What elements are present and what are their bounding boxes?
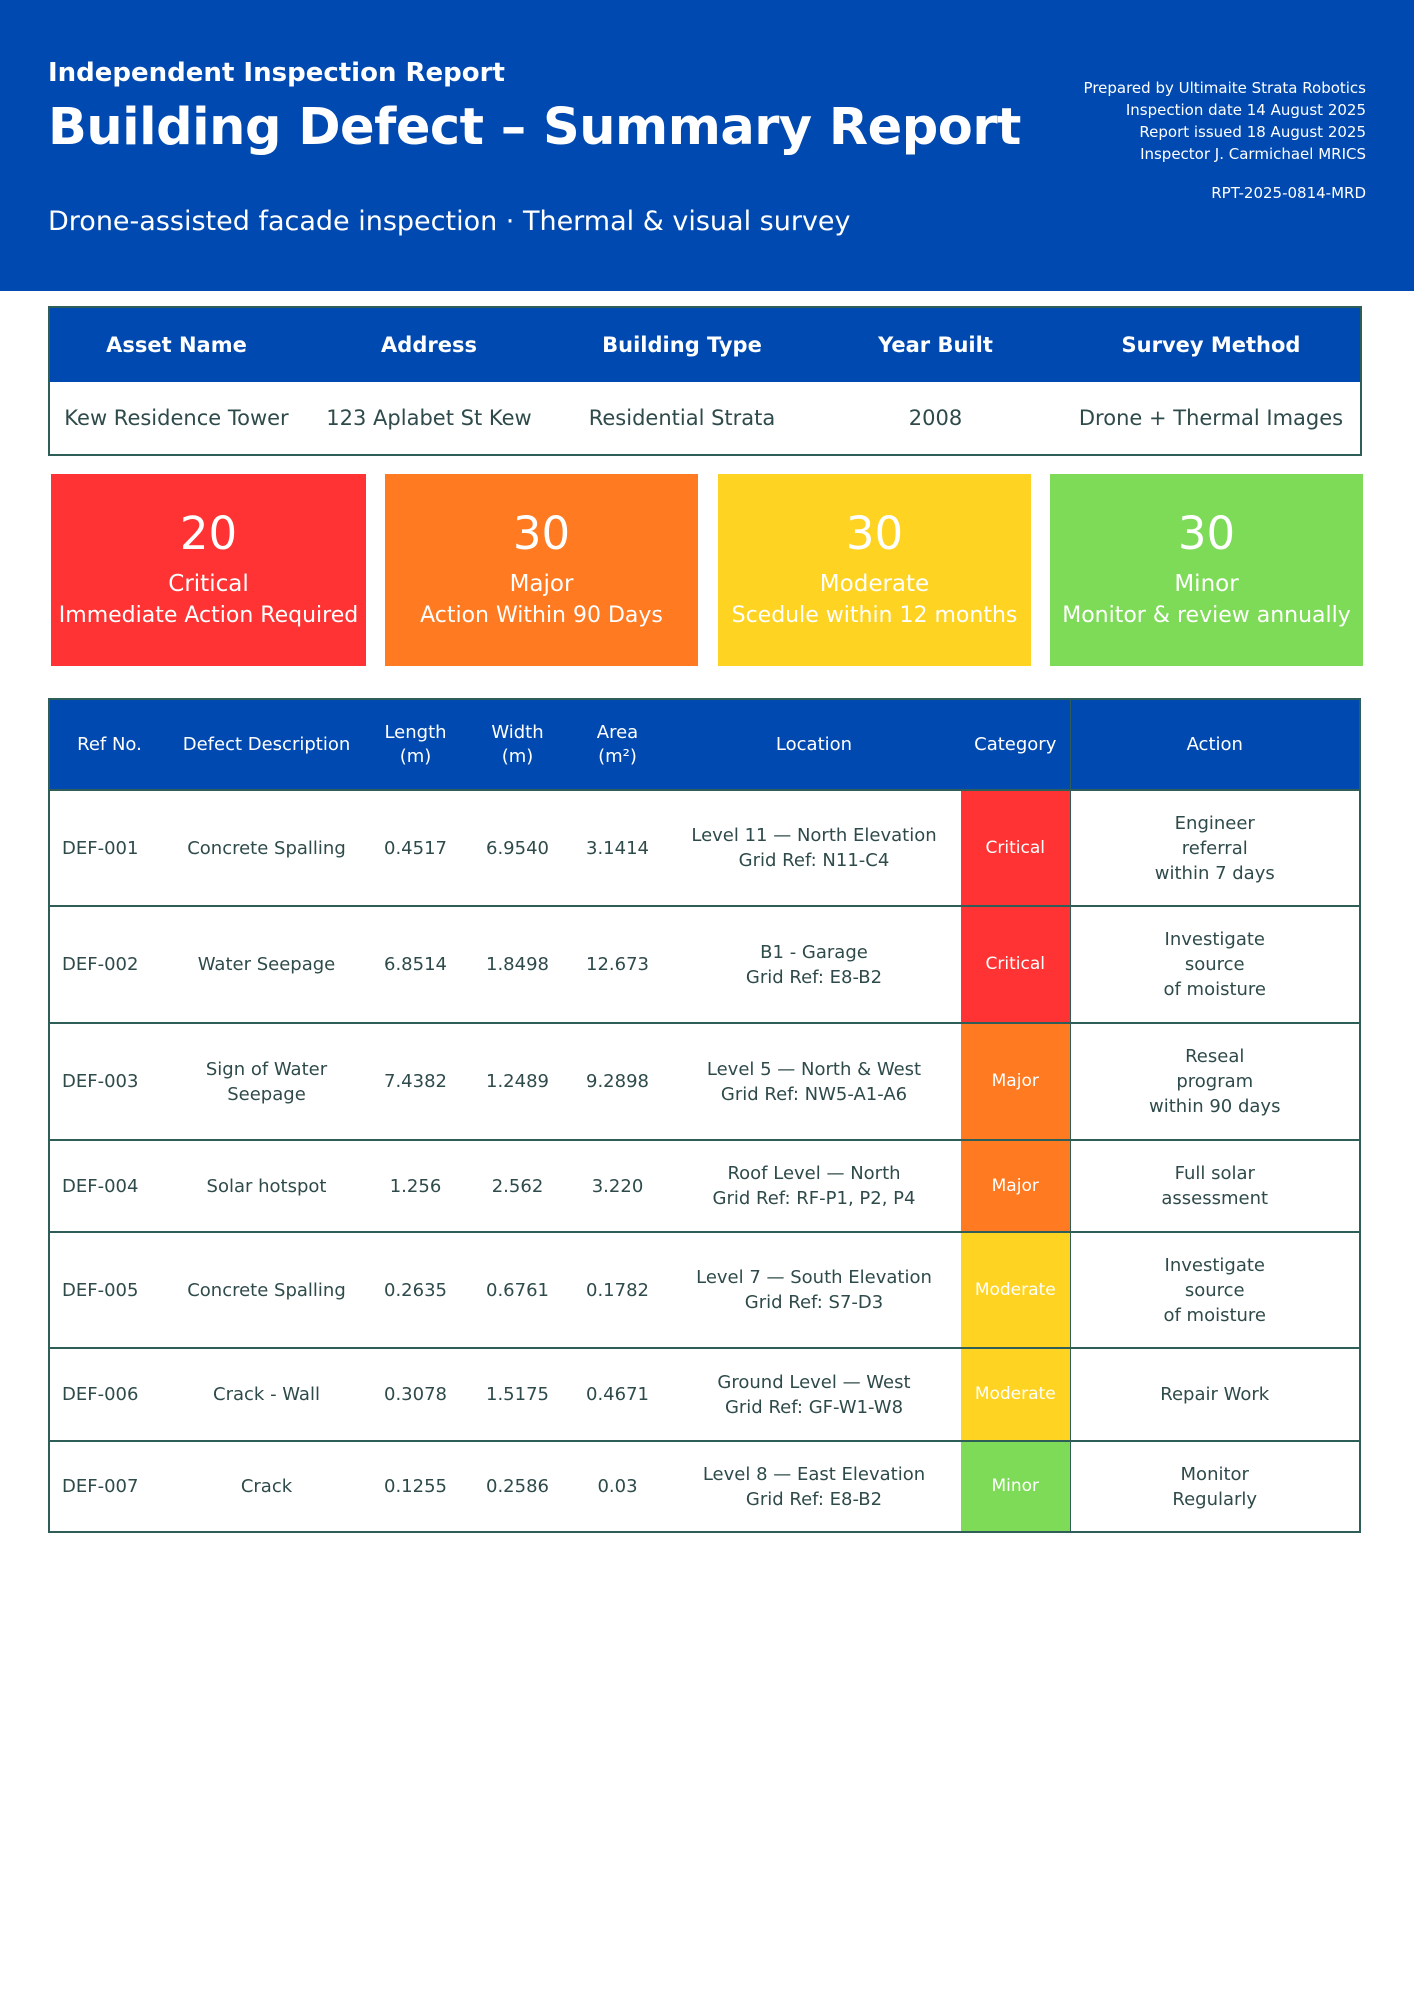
length-header <box>364 700 467 790</box>
survey-method-header: Survey Method <box>1121 333 1301 357</box>
action-line: source <box>1184 1279 1245 1301</box>
defect-location <box>667 906 961 1023</box>
action-header: Action <box>1070 700 1359 790</box>
moderate-label: Moderate <box>819 571 930 597</box>
defect-location <box>667 1140 961 1232</box>
table-row <box>50 1441 1359 1531</box>
defect-ref: DEF-003 <box>50 1023 169 1140</box>
report-subtitle: Drone-assisted facade inspection · Thermal & visual survey <box>48 206 851 237</box>
category-header: Category <box>961 700 1070 790</box>
asset-name-value: Kew Residence Tower <box>64 406 289 430</box>
location-line: Level 11 — North Elevation <box>691 825 937 846</box>
location-line: Level 8 — East Elevation <box>702 1463 926 1485</box>
table-row <box>50 906 1359 1023</box>
moderate-description: Scedule within 12 months <box>731 603 1018 628</box>
defect-ref: DEF-002 <box>50 906 169 1023</box>
defect-category: Moderate <box>961 1348 1070 1441</box>
year-built-header: Year Built <box>878 333 993 357</box>
defect-length: 0.2635 <box>364 1232 467 1348</box>
asset-value-row <box>50 382 1360 454</box>
action-line: Monitor <box>1180 1463 1249 1485</box>
defect-description: Water Seepage <box>169 906 364 1023</box>
inspection-date: Inspection date 14 August 2025 <box>1125 101 1366 119</box>
grid-ref-line: Grid Ref: E8-B2 <box>745 1488 883 1510</box>
location-line: Level 5 — North & West <box>706 1058 922 1080</box>
critical-label: Critical <box>168 571 249 597</box>
defect-action <box>1070 906 1359 1023</box>
action-line: referral <box>1181 837 1248 859</box>
defect-area: 3.1414 <box>568 790 667 906</box>
defect-width: 1.2489 <box>467 1023 568 1140</box>
action-line: of moisture <box>1163 979 1267 1000</box>
action-line: program <box>1176 1071 1254 1092</box>
minor-label: Minor <box>1174 571 1239 597</box>
area-header <box>568 700 667 790</box>
address-header: Address <box>381 333 477 357</box>
defects-header-row <box>50 700 1359 790</box>
grid-ref-line: Grid Ref: GF-W1-W8 <box>724 1396 904 1418</box>
defect-action <box>1070 1023 1359 1140</box>
building-type-header: Building Type <box>602 333 762 357</box>
defect-length: 0.4517 <box>364 790 467 906</box>
building-type-value: Residential Strata <box>588 406 776 430</box>
defect-description: Sign of Water Seepage <box>169 1023 364 1140</box>
moderate-card <box>718 474 1031 666</box>
grid-ref-line: Grid Ref: E8-B2 <box>745 966 883 988</box>
defect-area: 0.03 <box>568 1441 667 1531</box>
survey-method-value: Drone + Thermal Images <box>1078 406 1344 430</box>
length-header-unit: (m) <box>399 745 432 767</box>
defect-category: Moderate <box>961 1232 1070 1348</box>
grid-ref-line: Grid Ref: NW5-A1-A6 <box>720 1083 908 1105</box>
defects-table <box>48 698 1361 1533</box>
table-row <box>50 1023 1359 1140</box>
defect-description: Concrete Spalling <box>169 790 364 906</box>
action-line: within 90 days <box>1149 1096 1281 1117</box>
location-line: B1 - Garage <box>760 941 868 963</box>
defect-location <box>667 1232 961 1348</box>
major-count: 30 <box>512 507 571 560</box>
length-header-label: Length <box>384 721 447 743</box>
defect-width: 6.9540 <box>467 790 568 906</box>
defect-description: Concrete Spalling <box>169 1232 364 1348</box>
major-card <box>385 474 698 666</box>
critical-card <box>51 474 366 666</box>
defect-area: 0.1782 <box>568 1232 667 1348</box>
prepared-by: Prepared by Ultimaite Strata Robotics <box>1083 79 1366 97</box>
page-title: Building Defect – Summary Report <box>48 98 1021 157</box>
defect-category: Minor <box>961 1441 1070 1531</box>
defect-area: 0.4671 <box>568 1348 667 1441</box>
location-line: Level 7 — South Elevation <box>696 1267 932 1288</box>
width-header-unit: (m) <box>501 745 534 767</box>
grid-ref-line: Grid Ref: RF-P1, P2, P4 <box>712 1188 916 1209</box>
minor-card <box>1050 474 1363 666</box>
defect-ref: DEF-007 <box>50 1441 169 1531</box>
defect-area: 12.673 <box>568 906 667 1023</box>
defect-ref: DEF-005 <box>50 1232 169 1348</box>
table-row <box>50 790 1359 906</box>
major-description: Action Within 90 Days <box>420 603 663 628</box>
table-row <box>50 1140 1359 1232</box>
defect-area: 3.220 <box>568 1140 667 1232</box>
action-line: assessment <box>1161 1188 1269 1209</box>
defect-category: Major <box>961 1023 1070 1140</box>
defect-action <box>1070 1441 1359 1531</box>
defect-location <box>667 790 961 906</box>
width-header-label: Width <box>491 721 544 743</box>
grid-ref-line: Grid Ref: N11-C4 <box>738 850 890 871</box>
action-line: Engineer <box>1174 812 1255 834</box>
description-header: Defect Description <box>169 700 364 790</box>
defect-width: 2.562 <box>467 1140 568 1232</box>
ref-header: Ref No. <box>50 700 169 790</box>
defect-area: 9.2898 <box>568 1023 667 1140</box>
report-kicker: Independent Inspection Report <box>48 58 505 88</box>
area-header-unit: (m²) <box>598 745 637 767</box>
critical-description: Immediate Action Required <box>58 603 359 628</box>
action-line: of moisture <box>1163 1304 1267 1326</box>
defect-category: Major <box>961 1140 1070 1232</box>
defect-ref: DEF-004 <box>50 1140 169 1232</box>
defect-description: Crack - Wall <box>169 1348 364 1441</box>
asset-name-header: Asset Name <box>106 333 247 357</box>
address-value: 123 Aplabet St Kew <box>326 406 532 430</box>
defect-action <box>1070 1140 1359 1232</box>
action-line: source <box>1184 954 1245 975</box>
report-issued: Report issued 18 August 2025 <box>1139 123 1366 141</box>
width-header <box>467 700 568 790</box>
location-line: Roof Level — North <box>727 1163 901 1184</box>
report-reference: RPT-2025-0814-MRD <box>1211 184 1366 202</box>
defect-width: 0.6761 <box>467 1232 568 1348</box>
location-line: Ground Level — West <box>717 1371 911 1393</box>
action-line: within 7 days <box>1154 862 1275 884</box>
major-label: Major <box>509 571 574 597</box>
asset-summary-table <box>48 306 1362 456</box>
inspector: Inspector J. Carmichael MRICS <box>1140 145 1366 163</box>
defect-length: 7.4382 <box>364 1023 467 1140</box>
defect-length: 0.1255 <box>364 1441 467 1531</box>
action-line: Regularly <box>1172 1488 1258 1510</box>
area-header-label: Area <box>596 721 639 743</box>
location-header: Location <box>667 700 961 790</box>
defect-action <box>1070 1348 1359 1441</box>
minor-count: 30 <box>1177 507 1236 560</box>
defect-ref: DEF-006 <box>50 1348 169 1441</box>
grid-ref-line: Grid Ref: S7-D3 <box>744 1292 884 1313</box>
defect-location <box>667 1441 961 1531</box>
defect-location <box>667 1023 961 1140</box>
asset-header-row <box>50 308 1360 382</box>
defect-category: Critical <box>961 906 1070 1023</box>
defect-action <box>1070 1232 1359 1348</box>
defect-width: 0.2586 <box>467 1441 568 1531</box>
defect-width: 1.8498 <box>467 906 568 1023</box>
defect-description: Crack <box>169 1441 364 1531</box>
critical-count: 20 <box>179 507 238 560</box>
action-line: Full solar <box>1174 1163 1255 1184</box>
defect-category: Critical <box>961 790 1070 906</box>
table-row <box>50 1232 1359 1348</box>
defect-ref: DEF-001 <box>50 790 169 906</box>
minor-description: Monitor & review annually <box>1062 603 1351 628</box>
defect-length: 1.256 <box>364 1140 467 1232</box>
action-line: Reseal <box>1185 1046 1245 1067</box>
year-built-value: 2008 <box>908 406 963 430</box>
defect-action <box>1070 790 1359 906</box>
defect-length: 6.8514 <box>364 906 467 1023</box>
defect-description: Solar hotspot <box>169 1140 364 1232</box>
report-meta <box>1084 77 1366 204</box>
table-row <box>50 1348 1359 1441</box>
action-line: Repair Work <box>1160 1384 1270 1405</box>
defect-width: 1.5175 <box>467 1348 568 1441</box>
action-line: Investigate <box>1164 929 1265 950</box>
defect-location <box>667 1348 961 1441</box>
defect-length: 0.3078 <box>364 1348 467 1441</box>
action-line: Investigate <box>1164 1254 1265 1276</box>
report-header <box>0 0 1414 291</box>
moderate-count: 30 <box>845 507 904 560</box>
